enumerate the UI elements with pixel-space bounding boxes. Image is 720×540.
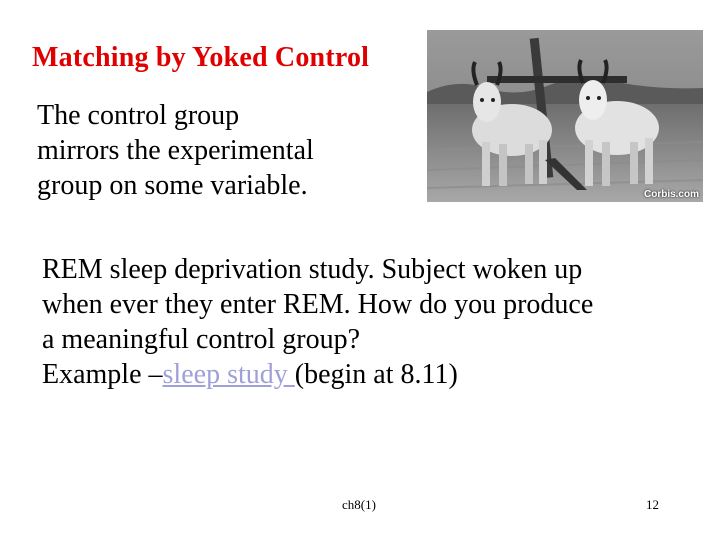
example-suffix: (begin at 8.11) (294, 359, 458, 390)
oxen-yoke-photo (427, 30, 703, 202)
body-line: a meaningful control group? (42, 324, 361, 355)
body-line: when ever they enter REM. How do you produce (42, 289, 594, 320)
example-prefix: Example – (42, 359, 163, 390)
intro-line: The control group (37, 100, 240, 131)
oxen-illustration (427, 30, 703, 202)
sleep-study-link[interactable]: sleep study (162, 359, 295, 390)
example-line (42, 357, 702, 392)
body-line: REM sleep deprivation study. Subject woken up (42, 254, 583, 285)
footer-page-number: 12 (646, 497, 659, 512)
photo-watermark: Corbis.com (643, 189, 699, 200)
slide-title: Matching by Yoked Control (32, 42, 370, 73)
intro-text (37, 98, 407, 203)
footer-chapter: ch8(1) (342, 497, 376, 512)
intro-line: mirrors the experimental (37, 135, 314, 166)
intro-line: group on some variable. (37, 170, 308, 201)
body-text (42, 252, 702, 392)
